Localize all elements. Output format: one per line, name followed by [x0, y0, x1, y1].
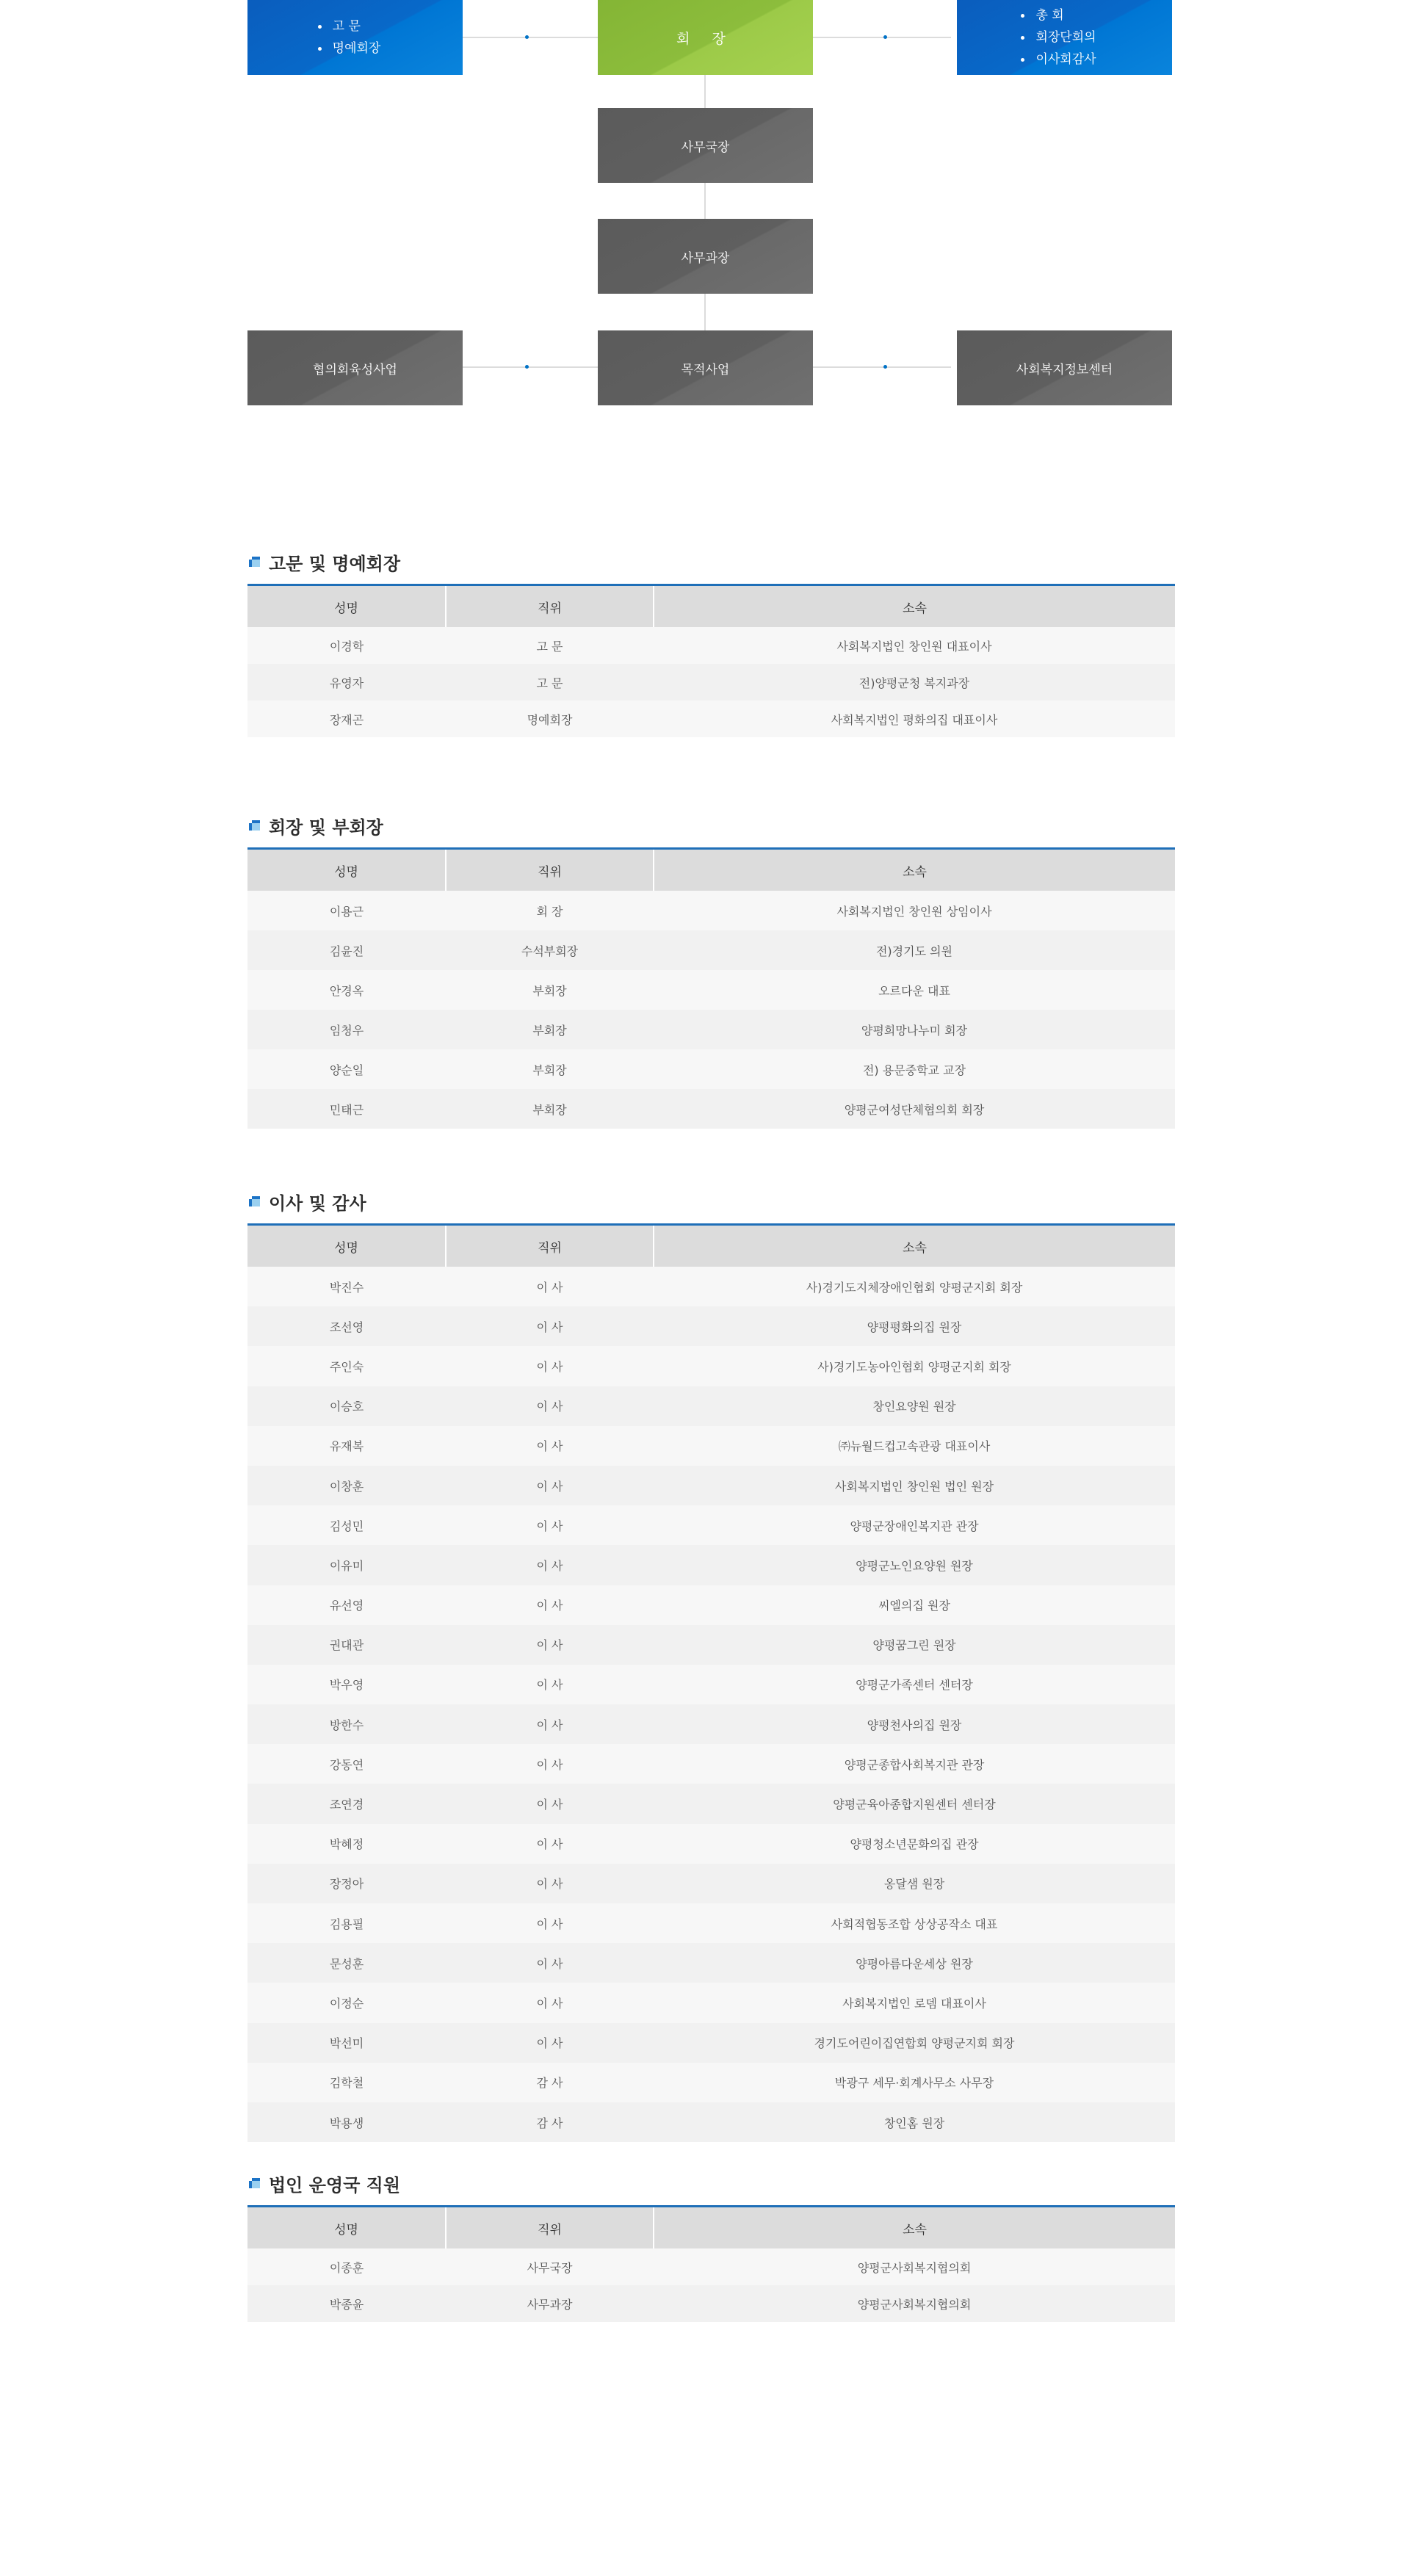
right-unit-box: [957, 330, 1172, 405]
cell-name: 문성훈: [247, 1943, 446, 1983]
cell-name: 이정순: [247, 1983, 446, 2022]
table-row: [247, 1585, 1175, 1625]
cell-affiliation: 양평군사회복지협의회: [654, 2285, 1175, 2322]
cell-position: 부회장: [446, 1049, 654, 1089]
advisors-item: 고 문: [315, 15, 381, 37]
cell-name: 이승호: [247, 1386, 446, 1426]
column-header-affiliation: 소속: [654, 585, 1175, 628]
section-bullet-icon: [249, 557, 260, 567]
cell-affiliation: 사)경기도지체장애인협회 양평군지회 회장: [654, 1267, 1175, 1306]
cell-name: 양순일: [247, 1049, 446, 1089]
cell-affiliation: 경기도어린이집연합회 양평군지회 회장: [654, 2023, 1175, 2063]
cell-name: 조연경: [247, 1784, 446, 1823]
cell-affiliation: 창인요양원 원장: [654, 1386, 1175, 1426]
column-header-position: 직위: [446, 2207, 654, 2249]
cell-position: 이 사: [446, 1306, 654, 1346]
cell-affiliation: 전) 용문중학교 교장: [654, 1049, 1175, 1089]
cell-position: 이 사: [446, 1983, 654, 2022]
cell-affiliation: 양평군사회복지협의회: [654, 2248, 1175, 2285]
cell-name: 강동연: [247, 1744, 446, 1784]
table-row: [247, 2248, 1175, 2285]
cell-affiliation: 사회복지법인 창인원 상임이사: [654, 891, 1175, 930]
cell-name: 이종훈: [247, 2248, 446, 2285]
cell-position: 이 사: [446, 1585, 654, 1625]
cell-name: 박진수: [247, 1267, 446, 1306]
cell-position: 이 사: [446, 1545, 654, 1585]
cell-name: 권대관: [247, 1625, 446, 1665]
cell-position: 고 문: [446, 664, 654, 701]
cell-position: 이 사: [446, 2023, 654, 2063]
column-header-name: 성명: [247, 585, 446, 628]
cell-name: 이경학: [247, 627, 446, 664]
cell-position: 고 문: [446, 627, 654, 664]
center-unit-box: [598, 330, 813, 405]
cell-position: 이 사: [446, 1943, 654, 1983]
table-row: [247, 1267, 1175, 1306]
table-row: [247, 1784, 1175, 1823]
section-title: [247, 2170, 1175, 2196]
cell-name: 박혜정: [247, 1824, 446, 1864]
section-title-text: 법인 운영국 직원: [269, 2174, 400, 2196]
cell-affiliation: 양평군육아종합지원센터 센터장: [654, 1784, 1175, 1823]
left-unit-box: [247, 330, 463, 405]
cell-name: 김용필: [247, 1903, 446, 1943]
section-advisors: [247, 549, 1175, 737]
cell-name: 민태근: [247, 1089, 446, 1129]
cell-position: 이 사: [446, 1665, 654, 1704]
cell-name: 이창훈: [247, 1466, 446, 1505]
cell-name: 방한수: [247, 1704, 446, 1744]
cell-affiliation: 옹달샘 원장: [654, 1864, 1175, 1903]
cell-affiliation: 양평군장애인복지관 관장: [654, 1505, 1175, 1545]
cell-position: 수석부회장: [446, 930, 654, 970]
cell-position: 명예회장: [446, 701, 654, 737]
table-row: [247, 1386, 1175, 1426]
connector-line: [811, 37, 951, 38]
table-row: [247, 1864, 1175, 1903]
section-chief-box: [598, 219, 813, 294]
cell-name: 이용근: [247, 891, 446, 930]
connector-dot: [525, 365, 529, 369]
cell-position: 이 사: [446, 1386, 654, 1426]
cell-name: 임청우: [247, 1010, 446, 1049]
cell-position: 감 사: [446, 2102, 654, 2142]
column-header-name: 성명: [247, 2207, 446, 2249]
table-row: [247, 1903, 1175, 1943]
cell-position: 사무과장: [446, 2285, 654, 2322]
cell-affiliation: 사회복지법인 로뎀 대표이사: [654, 1983, 1175, 2022]
cell-affiliation: 양평청소년문화의집 관장: [654, 1824, 1175, 1864]
cell-affiliation: 양평천사의집 원장: [654, 1704, 1175, 1744]
members-table: [247, 584, 1175, 737]
cell-position: 이 사: [446, 1466, 654, 1505]
cell-name: 유재복: [247, 1426, 446, 1466]
assembly-item: 회장단회의: [1018, 26, 1096, 48]
cell-affiliation: 양평군노인요양원 원장: [654, 1545, 1175, 1585]
section-title-text: 고문 및 명예회장: [269, 553, 400, 574]
section-staff: [247, 2170, 1175, 2322]
cell-name: 주인숙: [247, 1346, 446, 1386]
table-row: [247, 891, 1175, 930]
cell-position: 이 사: [446, 1267, 654, 1306]
cell-position: 회 장: [446, 891, 654, 930]
cell-name: 김학철: [247, 2063, 446, 2102]
left-unit-label: 협의회육성사업: [313, 362, 397, 377]
table-row: [247, 664, 1175, 701]
table-row: [247, 1426, 1175, 1466]
cell-position: 이 사: [446, 1744, 654, 1784]
cell-affiliation: 양평군가족센터 센터장: [654, 1665, 1175, 1704]
section-bullet-icon: [249, 1196, 260, 1206]
cell-position: 이 사: [446, 1346, 654, 1386]
cell-position: 이 사: [446, 1505, 654, 1545]
cell-affiliation: 양평희망나누미 회장: [654, 1010, 1175, 1049]
section-chief-label: 사무과장: [681, 250, 730, 266]
members-table: [247, 2205, 1175, 2322]
cell-affiliation: 박광구 세무·회계사무소 사무장: [654, 2063, 1175, 2102]
table-row: [247, 1983, 1175, 2022]
cell-position: 이 사: [446, 1903, 654, 1943]
members-table: [247, 1223, 1175, 2142]
members-table: [247, 847, 1175, 1129]
cell-position: 이 사: [446, 1784, 654, 1823]
cell-affiliation: 사회적협동조합 상상공작소 대표: [654, 1903, 1175, 1943]
table-row: [247, 1824, 1175, 1864]
cell-affiliation: 사회복지법인 창인원 법인 원장: [654, 1466, 1175, 1505]
cell-position: 이 사: [446, 1426, 654, 1466]
cell-affiliation: 사회복지법인 평화의집 대표이사: [654, 701, 1175, 737]
table-row: [247, 2102, 1175, 2142]
advisors-item: 명예회장: [315, 37, 381, 59]
connector-dot: [883, 365, 887, 369]
president-box: [598, 0, 813, 75]
cell-affiliation: 씨엘의집 원장: [654, 1585, 1175, 1625]
table-row: [247, 1704, 1175, 1744]
table-row: [247, 627, 1175, 664]
table-row: [247, 1943, 1175, 1983]
section-title-text: 이사 및 감사: [269, 1193, 366, 1214]
cell-name: 김윤진: [247, 930, 446, 970]
table-row: [247, 1049, 1175, 1089]
cell-position: 부회장: [446, 970, 654, 1010]
assembly-box: [957, 0, 1172, 75]
section-title: [247, 549, 1175, 575]
cell-affiliation: 전)경기도 의원: [654, 930, 1175, 970]
table-row: [247, 1010, 1175, 1049]
cell-position: 부회장: [446, 1089, 654, 1129]
column-header-name: 성명: [247, 849, 446, 891]
column-header-name: 성명: [247, 1225, 446, 1267]
cell-name: 안경옥: [247, 970, 446, 1010]
president-label: 회 장: [676, 30, 734, 47]
cell-affiliation: 양평꿈그린 원장: [654, 1625, 1175, 1665]
connector-line: [811, 366, 951, 368]
cell-affiliation: 사회복지법인 창인원 대표이사: [654, 627, 1175, 664]
cell-name: 김성민: [247, 1505, 446, 1545]
column-header-affiliation: 소속: [654, 1225, 1175, 1267]
center-unit-label: 목적사업: [681, 362, 730, 377]
table-row: [247, 930, 1175, 970]
cell-name: 유선영: [247, 1585, 446, 1625]
cell-name: 박용생: [247, 2102, 446, 2142]
table-row: [247, 2063, 1175, 2102]
section-president: [247, 812, 1175, 1129]
column-header-affiliation: 소속: [654, 849, 1175, 891]
section-title: [247, 1188, 1175, 1215]
cell-affiliation: 사)경기도농아인협회 양평군지회 회장: [654, 1346, 1175, 1386]
table-row: [247, 701, 1175, 737]
cell-position: 이 사: [446, 1864, 654, 1903]
org-chart: [0, 0, 1410, 411]
cell-position: 부회장: [446, 1010, 654, 1049]
section-title-text: 회장 및 부회장: [269, 817, 383, 838]
cell-position: 이 사: [446, 1824, 654, 1864]
cell-affiliation: 오르다운 대표: [654, 970, 1175, 1010]
table-row: [247, 1466, 1175, 1505]
cell-name: 장재곤: [247, 701, 446, 737]
cell-affiliation: 양평평화의집 원장: [654, 1306, 1175, 1346]
column-header-position: 직위: [446, 1225, 654, 1267]
assembly-item: 이사회감사: [1018, 48, 1096, 70]
cell-position: 감 사: [446, 2063, 654, 2102]
table-row: [247, 1625, 1175, 1665]
advisors-box: [247, 0, 463, 75]
section-directors: [247, 1188, 1175, 2142]
table-row: [247, 1089, 1175, 1129]
cell-affiliation: 양평군여성단체협의회 회장: [654, 1089, 1175, 1129]
cell-affiliation: 전)양평군청 복지과장: [654, 664, 1175, 701]
cell-name: 박종윤: [247, 2285, 446, 2322]
table-row: [247, 1744, 1175, 1784]
section-bullet-icon: [249, 2178, 260, 2188]
cell-position: 이 사: [446, 1625, 654, 1665]
section-bullet-icon: [249, 820, 260, 831]
cell-name: 유영자: [247, 664, 446, 701]
cell-affiliation: 창인홈 원장: [654, 2102, 1175, 2142]
column-header-position: 직위: [446, 585, 654, 628]
cell-position: 사무국장: [446, 2248, 654, 2285]
table-row: [247, 1545, 1175, 1585]
table-row: [247, 1306, 1175, 1346]
assembly-item: 총 회: [1018, 4, 1096, 26]
cell-affiliation: ㈜뉴월드컵고속관광 대표이사: [654, 1426, 1175, 1466]
cell-name: 조선영: [247, 1306, 446, 1346]
table-row: [247, 2023, 1175, 2063]
table-row: [247, 1346, 1175, 1386]
table-row: [247, 1505, 1175, 1545]
table-row: [247, 2285, 1175, 2322]
connector-dot: [883, 35, 887, 39]
cell-name: 이유미: [247, 1545, 446, 1585]
cell-name: 박우영: [247, 1665, 446, 1704]
column-header-position: 직위: [446, 849, 654, 891]
cell-affiliation: 양평아름다운세상 원장: [654, 1943, 1175, 1983]
section-title: [247, 812, 1175, 839]
column-header-affiliation: 소속: [654, 2207, 1175, 2249]
cell-position: 이 사: [446, 1704, 654, 1744]
connector-dot: [525, 35, 529, 39]
secretary-general-box: [598, 108, 813, 183]
cell-affiliation: 양평군종합사회복지관 관장: [654, 1744, 1175, 1784]
right-unit-label: 사회복지정보센터: [1016, 362, 1113, 377]
table-row: [247, 970, 1175, 1010]
cell-name: 박선미: [247, 2023, 446, 2063]
table-row: [247, 1665, 1175, 1704]
secretary-general-label: 사무국장: [681, 140, 730, 155]
cell-name: 장정아: [247, 1864, 446, 1903]
